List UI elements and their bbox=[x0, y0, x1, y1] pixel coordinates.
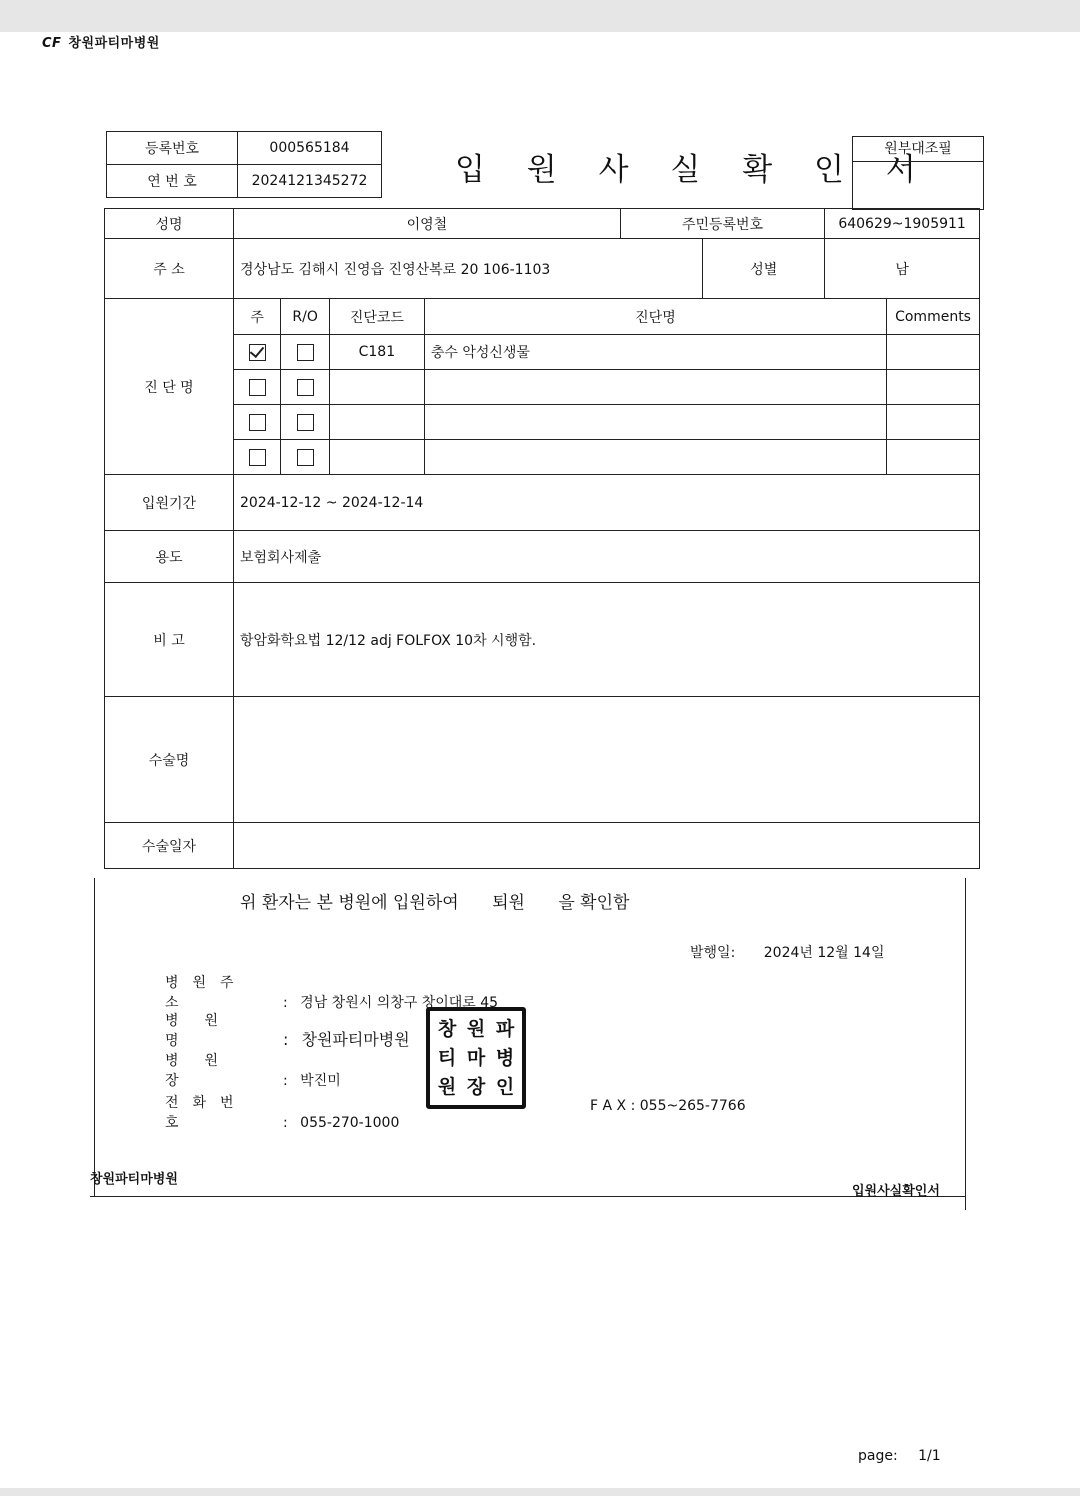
director-line: 병원장 : 박진미 bbox=[165, 1050, 341, 1090]
dx-header-main: 주 bbox=[233, 299, 280, 335]
dx-code: C181 bbox=[329, 335, 424, 370]
confirm-text-b: 퇴원 bbox=[492, 893, 525, 913]
dx-comment bbox=[887, 370, 980, 405]
dx-code bbox=[329, 370, 424, 405]
purpose-label: 용도 bbox=[105, 531, 234, 583]
hospital-logo bbox=[42, 32, 160, 51]
dx-code bbox=[329, 440, 424, 475]
issue-label: 발행일: bbox=[690, 945, 736, 961]
confirmation-statement bbox=[240, 888, 657, 913]
fax-number: 055~265-7766 bbox=[639, 1098, 746, 1114]
footer-rule bbox=[90, 1196, 966, 1197]
document-title: 입 원 사 실 확 인 서 bbox=[455, 152, 932, 188]
dx-header-comments: Comments bbox=[887, 299, 980, 335]
dx-name bbox=[424, 405, 886, 440]
ro-checkbox[interactable] bbox=[297, 344, 314, 361]
table-row bbox=[105, 335, 980, 370]
surgery-name-label: 수술명 bbox=[105, 697, 234, 823]
stay-value: 2024-12-12 ~ 2024-12-14 bbox=[233, 475, 979, 531]
main-checkbox[interactable] bbox=[249, 379, 266, 396]
main-checkbox[interactable] bbox=[249, 344, 266, 361]
surgery-date-label: 수술일자 bbox=[105, 823, 234, 869]
hospital-address: 경남 창원시 의창구 창이대로 45 bbox=[300, 995, 499, 1011]
seal-label: 원부대조필 bbox=[853, 137, 983, 162]
sex-value: 남 bbox=[825, 239, 980, 299]
lower-box-left-border bbox=[94, 878, 95, 1196]
header-id-table bbox=[106, 131, 382, 198]
page-value: 1/1 bbox=[918, 1448, 941, 1464]
ro-checkbox[interactable] bbox=[297, 414, 314, 431]
table-row bbox=[105, 370, 980, 405]
stay-label: 입원기간 bbox=[105, 475, 234, 531]
footer-doc-title: 입원사실확인서 bbox=[852, 1184, 940, 1199]
dx-header-ro: R/O bbox=[281, 299, 329, 335]
ro-checkbox[interactable] bbox=[297, 379, 314, 396]
director-label: 병원장 bbox=[165, 1053, 245, 1089]
surgery-date-value bbox=[233, 823, 979, 869]
rrn-label: 주민등록번호 bbox=[620, 209, 824, 239]
diagnosis-label: 진 단 명 bbox=[105, 299, 234, 475]
name-label: 성명 bbox=[105, 209, 234, 239]
director-name: 박진미 bbox=[300, 1073, 341, 1089]
issue-date bbox=[690, 942, 884, 962]
dx-header-name: 진단명 bbox=[424, 299, 886, 335]
serial-value: 2024121345272 bbox=[238, 165, 382, 198]
phone-number: 055-270-1000 bbox=[300, 1115, 400, 1131]
main-checkbox[interactable] bbox=[249, 449, 266, 466]
phone-line: 전화번호 : 055-270-1000 bbox=[165, 1092, 399, 1132]
dx-comment bbox=[887, 335, 980, 370]
hospital-name-line: 병원명 : 창원파티마병원 bbox=[165, 1010, 410, 1050]
dx-name bbox=[424, 370, 886, 405]
serial-label: 연 번 호 bbox=[107, 165, 238, 198]
hospital-name: 창원파티마병원 bbox=[301, 1030, 410, 1049]
issue-value: 2024년 12월 14일 bbox=[763, 945, 885, 961]
reg-no-value: 000565184 bbox=[238, 132, 382, 165]
lower-box-right-border bbox=[965, 878, 966, 1210]
table-row bbox=[105, 440, 980, 475]
page-label: page: bbox=[858, 1448, 898, 1464]
fax-line bbox=[590, 1098, 746, 1114]
dx-comment bbox=[887, 440, 980, 475]
phone-label: 전화번호 bbox=[165, 1095, 248, 1131]
dx-name bbox=[424, 440, 886, 475]
main-table bbox=[104, 208, 980, 869]
footer-hospital-name: 창원파티마병원 bbox=[90, 1172, 178, 1187]
dx-name: 충수 악성신생물 bbox=[424, 335, 886, 370]
confirm-text-c: 을 확인함 bbox=[558, 893, 630, 913]
hospital-name-label: 병원명 bbox=[165, 1013, 245, 1049]
address-label: 주 소 bbox=[105, 239, 234, 299]
remark-label: 비 고 bbox=[105, 583, 234, 697]
seal-box bbox=[852, 136, 984, 210]
surgery-name-value bbox=[233, 697, 979, 823]
hospital-address-label: 병원주소 bbox=[165, 975, 248, 1011]
remark-value: 항암화학요법 12/12 adj FOLFOX 10차 시행함. bbox=[233, 583, 979, 697]
purpose-value: 보험회사제출 bbox=[233, 531, 979, 583]
logo-name: 창원파티마병원 bbox=[68, 36, 160, 51]
dx-header-code: 진단코드 bbox=[329, 299, 424, 335]
logo-mark: CF bbox=[42, 36, 62, 51]
rrn-value: 640629~1905911 bbox=[825, 209, 980, 239]
confirm-text-a: 위 환자는 본 병원에 입원하여 bbox=[240, 893, 459, 913]
page-number bbox=[858, 1448, 941, 1464]
hospital-address-line: 병원주소 : 경남 창원시 의창구 창이대로 45 bbox=[165, 972, 498, 1012]
table-row bbox=[105, 405, 980, 440]
sex-label: 성별 bbox=[703, 239, 825, 299]
dx-comment bbox=[887, 405, 980, 440]
dx-code bbox=[329, 405, 424, 440]
address-value: 경상남도 김해시 진영읍 진영산복로 20 106-1103 bbox=[233, 239, 702, 299]
reg-no-label: 등록번호 bbox=[107, 132, 238, 165]
main-checkbox[interactable] bbox=[249, 414, 266, 431]
official-seal-stamp: 창 원 파 티 마 병 원 장 인 bbox=[426, 1007, 526, 1109]
patient-name: 이영철 bbox=[233, 209, 620, 239]
document-page bbox=[0, 32, 1080, 1488]
ro-checkbox[interactable] bbox=[297, 449, 314, 466]
fax-label: F A X : bbox=[590, 1098, 636, 1114]
